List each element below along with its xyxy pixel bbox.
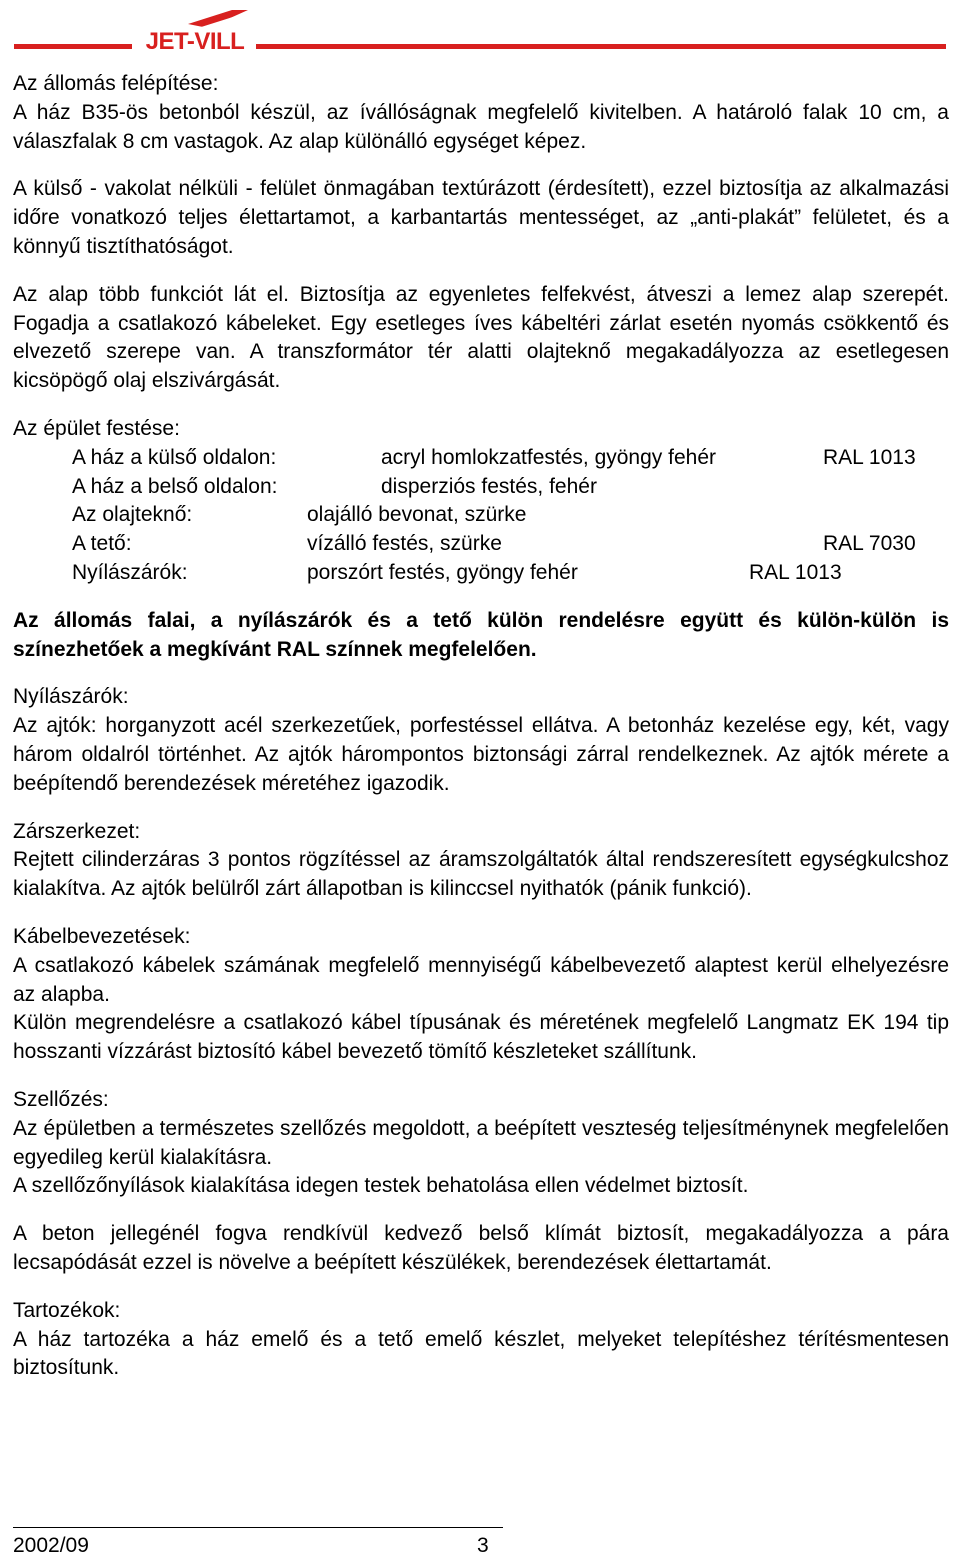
logo-text: JET-VILL [145, 28, 245, 55]
painting-value: vízálló festés, szürke [307, 532, 502, 556]
painting-table [13, 444, 949, 588]
painting-label: A ház a külső oldalon: [72, 445, 277, 469]
painting-label: Nyílászárók: [72, 560, 188, 584]
painting-row [13, 473, 949, 502]
footer-rule [13, 1527, 503, 1528]
ventilation-paragraph-2: A szellőzőnyílások kialakítása idegen testek behatolása ellen védelmet biztosít. [13, 1174, 749, 1198]
painting-value: acryl homlokzatfestés, gyöngy fehér [381, 445, 716, 469]
color-note: Az állomás falai, a nyílászárók és a tető külön rendelésre együtt és külön-külön is színezhetőek a megkívánt RAL színnek megfelelően. [13, 608, 949, 661]
section-title-lock: Zárszerkezet: [13, 819, 141, 843]
painting-label: A ház a belső oldalon: [72, 474, 278, 498]
painting-label: Az olajteknő: [72, 503, 193, 527]
station-paragraph-1: A ház B35-ös betonból készül, az ívállóságnak megfelelő kivitelben. A határoló falak 10 cm, a válaszfalak 8 cm vastagok. Az alap különálló egységet képez. [13, 100, 949, 153]
section-title-ventilation: Szellőzés: [13, 1087, 109, 1111]
painting-ral: RAL 1013 [749, 560, 842, 584]
document-body [13, 70, 949, 1383]
station-paragraph-2: A külső - vakolat nélküli - felület önmagában textúrázott (érdesített), ezzel biztosítja az alkalmazási időre vonatkozó teljes élettartamot, a karbantartás mentességet, az „anti-plakát” felületet, és a könnyű tisztíthatóságot. [13, 177, 949, 258]
painting-value: porszórt festés, gyöngy fehér [307, 560, 578, 584]
painting-row [13, 501, 949, 530]
painting-ral: RAL 1013 [823, 445, 916, 469]
painting-ral: RAL 7030 [823, 532, 916, 556]
page-header [0, 0, 960, 66]
ventilation-paragraph-1: Az épületben a természetes szellőzés megoldott, a beépített veszteség teljesítménynek megfelelően egyedileg kerül kialakításra. [13, 1116, 949, 1169]
footer-date: 2002/09 [13, 1534, 89, 1557]
painting-row [13, 559, 949, 588]
painting-value: olajálló bevonat, szürke [307, 503, 527, 527]
painting-row [13, 444, 949, 473]
header-rule-left [14, 44, 132, 49]
section-title-station: Az állomás felépítése: [13, 72, 219, 95]
header-rule-right [256, 44, 946, 49]
page-number: 3 [477, 1534, 489, 1557]
section-title-cables: Kábelbevezetések: [13, 924, 191, 948]
section-title-painting: Az épület festése: [13, 416, 180, 440]
painting-label: A tető: [72, 532, 132, 556]
cables-paragraph-2: Külön megrendelésre a csatlakozó kábel típusának és méretének megfelelő Langmatz EK 194 tip hosszanti vízzárást biztosító kábel bevezető tömítő készleteket szállítunk. [13, 1011, 949, 1064]
doors-paragraph: Az ajtók: horganyzott acél szerkezetűek, porfestéssel ellátva. A betonház kezelése egy, két, vagy három oldalról történhet. Az ajtók hárompontos biztonsági zárral rendelkeznek. Az ajtók mérete a beépítendő berendezések méretéhez igazodik. [13, 714, 949, 795]
section-title-doors: Nyílászárók: [13, 685, 129, 709]
painting-value: disperziós festés, fehér [381, 474, 597, 498]
painting-row [13, 530, 949, 559]
concrete-paragraph: A beton jellegénél fogva rendkívül kedvező belső klímát biztosít, megakadályozza a pára lecsapódását ezzel is növelve a beépített készülékek, berendezések élettartamát. [13, 1222, 949, 1274]
section-title-accessories: Tartozékok: [13, 1298, 121, 1322]
lock-paragraph: Rejtett cilinderzáras 3 pontos rögzítéssel az áramszolgáltatók által rendszeresített egységkulcshoz kialakítva. Az ajtók belülről zárt állapotban is kilinccsel nyithatók (pánik funkció). [13, 848, 949, 901]
station-paragraph-3: Az alap több funkciót lát el. Biztosítja az egyenletes felfekvést, átveszi a lemez alap szerepét. Fogadja a csatlakozó kábeleket. Egy esetleges íves kábeltéri zárlat esetén nyomás csökkentő és elvezető szerepe van. A transzformátor tér alatti olajteknő megakadályozza az esetlegesen kicsöpögő olaj elszivárgását. [13, 282, 949, 393]
jet-vill-logo [136, 6, 254, 64]
cables-paragraph-1: A csatlakozó kábelek számának megfelelő mennyiségű kábelbevezető alaptest kerül elhelyezésre az alapba. [13, 953, 949, 1006]
accessories-paragraph: A ház tartozéka a ház emelő és a tető emelő készlet, melyeket telepítéshez térítésmentesen biztosítunk. [13, 1327, 949, 1380]
